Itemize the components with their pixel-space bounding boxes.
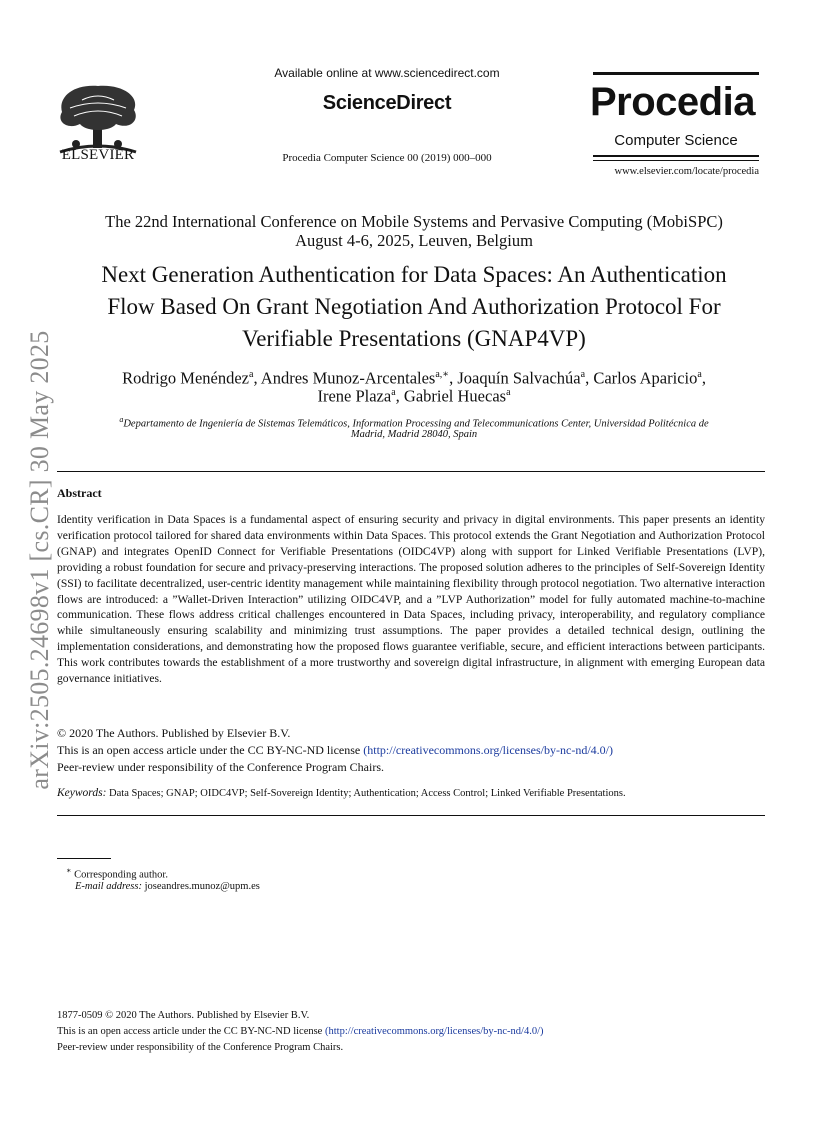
author-separator: , [701,368,706,388]
author-name: , Gabriel Huecas [395,386,507,406]
paper-title-line-2: Flow Based On Grant Negotiation And Authorization Protocol For [107,294,721,319]
elsevier-wordmark: ELSEVIER [61,147,135,163]
affil-mark: a [506,387,511,398]
affil-mark: a [119,415,124,424]
license-link[interactable]: (http://creativecommons.org/licenses/by-nc-nd/4.0/) [324,1026,544,1037]
author-name: , Joaquín Salvachúa [449,368,581,388]
paper-title-line-3: Verifiable Presentations (GNAP4VP) [242,326,586,351]
peer-review-line: Peer-review under responsibility of the Conference Program Chairs. [57,760,384,774]
author-name: Irene Plaza [317,386,392,406]
peer-review-line: Peer-review under responsibility of the Conference Program Chairs. [57,1042,344,1053]
email-address[interactable]: joseandres.munoz@upm.es [144,881,260,892]
divider [57,815,765,816]
keywords-text: Data Spaces; GNAP; OIDC4VP; Self-Sovereign Identity; Authentication; Access Control; Linked Verifiable Presentations. [109,788,626,799]
keywords-label: Keywords: [57,787,107,799]
footnote-email [75,879,260,895]
procedia-top-bar [593,72,759,75]
copyright-line: © 2020 The Authors. Published by Elsevier B.V. [57,726,291,740]
author-name: , Carlos Aparicio [585,368,698,388]
affil-mark: a [580,369,586,380]
procedia-bottom-rule [593,160,759,161]
abstract-body: Identity verification in Data Spaces is a fundamental aspect of ensuring security and privacy in digital environments. This paper presents an identity verification protocol tailored for shared data environments within Data Spaces. This protocol extends the Grant Negotiation and Authorization Protocol (GNAP) and integrates OpenID Connect for Verifiable Presentations (OIDC4VP) along with support for Linked Verifiable Presentations (LVP), providing a robust foundation for secure and privacy-preserving interactions. The proposed solution adheres to the principles of Self-Sovereign Identity (SSI) to facilitate decentralized, user-centric identity management while maintaining flexibility through protocol negotiation. Two alternative interaction flows are introduced: a ”Wallet-Driven Interaction” utilizing OIDC4VP, and a ”LVP Authorization” model for fully automated machine-to-machine communication. These flows address critical challenges encountered in Data Spaces, including privacy, interoperability, and regulatory compliance while simultaneously ensuring scalability and minimizing trust assumptions. The paper provides a detailed technical design, outlining the implementation considerations, and demonstrating how the proposed flows guarantee verifiable, secure, and efficient interactions between participants. This work contributes towards the establishment of a more trustworthy and sovereign digital infrastructure, in alignment with emerging European data governance initiatives. [57,513,765,686]
affil-mark: a [697,369,702,380]
issn-line: 1877-0509 © 2020 The Authors. Published by Elsevier B.V. [57,1010,310,1021]
procedia-wordmark: Procedia [590,80,755,124]
license-line [57,1024,765,1040]
authors-line-2 [40,384,788,406]
license-text: This is an open access article under the CC BY-NC-ND license [57,743,364,757]
footnote-mark: ∗ [66,866,72,875]
paper-title-line-1: Next Generation Authentication for Data Spaces: An Authentication [101,262,727,287]
conference-date: August 4-6, 2025, Leuven, Belgium [295,231,533,250]
arxiv-stamp: arXiv:2505.24698v1 [cs.CR] 30 May 2025 [25,330,54,790]
sciencedirect-wordmark: ScienceDirect [322,92,452,114]
procedia-bottom-bar [593,155,759,157]
license-link[interactable]: (http://creativecommons.org/licenses/by-nc-nd/4.0/) [363,743,613,757]
affiliation-text: Departamento de Ingeniería de Sistemas Telemáticos, Information Processing and Telecommunications Center, Universidad Politécnica de [123,418,709,430]
copyright-block [57,725,765,776]
available-online: Available online at www.sciencedirect.com [274,66,500,80]
footnote-rule [57,858,111,859]
procedia-subtitle: Computer Science [614,132,738,149]
footnote-text: Corresponding author. [74,869,168,881]
keywords [57,787,765,799]
conference-name: The 22nd International Conference on Mobile Systems and Pervasive Computing (MobiSPC) [105,212,723,231]
license-line [57,742,765,759]
journal-reference: Procedia Computer Science 00 (2019) 000–000 [282,152,492,164]
affil-mark: a [249,369,254,380]
affil-mark: a [391,387,396,398]
email-label: E-mail address: [75,881,142,892]
author-name: , Andres Munoz-Arcentales [253,368,436,388]
procedia-url: www.elsevier.com/locate/procedia [614,166,759,177]
bottom-copyright [57,1008,765,1056]
affiliation-line-2: Madrid, Madrid 28040, Spain [350,429,478,440]
author-name: Rodrigo Menéndez [122,368,249,388]
abstract-heading: Abstract [57,486,102,500]
affil-mark: a,∗ [435,369,450,380]
divider [57,471,765,472]
license-text: This is an open access article under the CC BY-NC-ND license [57,1026,325,1037]
